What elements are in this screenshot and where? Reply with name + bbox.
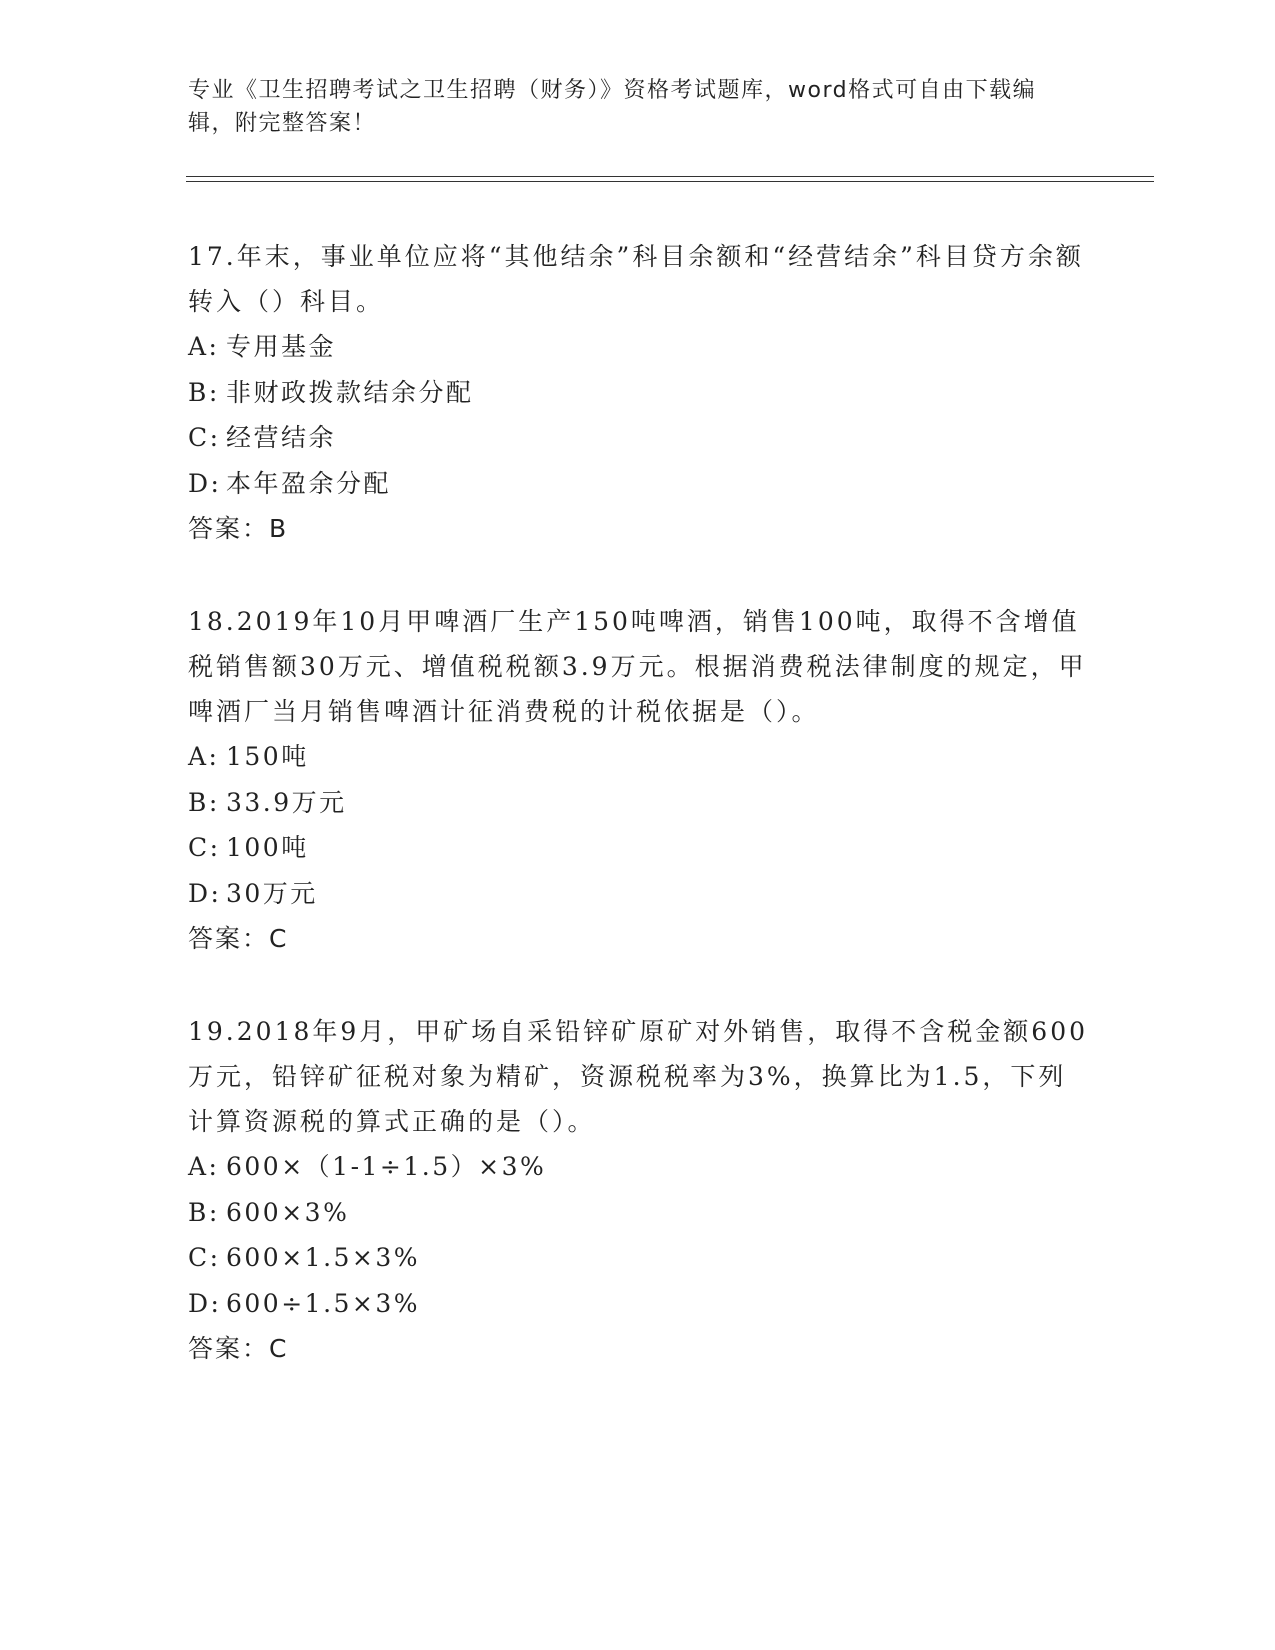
option-text: 600×（1-1÷1.5）×3% [226,1152,547,1181]
option-c [188,415,1088,461]
answer-line: 答案：B [188,514,289,543]
answer-line: 答案：C [188,924,289,953]
option-key: B: [188,787,220,817]
option-list [188,1144,1088,1326]
option-b [188,780,1088,826]
option-text: 150吨 [226,742,309,771]
option-key: C: [188,833,221,862]
option-key: D: [188,468,222,498]
option-a [188,324,1088,370]
question-19 [188,1009,1088,1372]
option-c [188,825,1088,871]
option-text: 33.9万元 [226,787,347,817]
question-17 [188,234,1088,552]
option-a [188,1144,1088,1190]
option-list [188,734,1088,916]
option-key: A: [188,1152,220,1181]
option-text: 100吨 [226,833,309,862]
option-text: 专用基金 [226,332,337,361]
question-stem: 18.2019年10月甲啤酒厂生产150吨啤酒，销售100吨，取得不含增值税销售额30万元、增值税税额3.9万元。根据消费税法律制度的规定，甲啤酒厂当月销售啤酒计征消费税的计税依据是（）。 [188,607,1087,726]
option-b [188,370,1088,416]
option-text: 600×3% [226,1197,350,1227]
question-stem: 19.2018年9月，甲矿场自采铅锌矿原矿对外销售，取得不含税金额600万元，铅锌矿征税对象为精矿，资源税税率为3%，换算比为1.5，下列计算资源税的算式正确的是（）。 [188,1017,1089,1136]
option-d [188,871,1088,917]
option-key: D: [188,878,222,908]
answer-line: 答案：C [188,1334,289,1363]
option-text: 经营结余 [226,423,337,452]
header-divider-bottom [186,181,1154,182]
option-key: B: [188,1197,220,1227]
option-key: A: [188,742,220,771]
option-key: A: [188,332,220,361]
option-d [188,461,1088,507]
option-key: C: [188,1243,221,1272]
option-text: 本年盈余分配 [226,468,392,498]
option-key: D: [188,1288,222,1318]
option-text: 非财政拨款结余分配 [226,377,474,407]
option-text: 30万元 [226,878,318,908]
header-divider-top [186,176,1154,177]
option-text: 600÷1.5×3% [226,1288,421,1318]
document-header: 专业《卫生招聘考试之卫生招聘（财务）》资格考试题库，word格式可自由下载编辑，附完整答案！ [188,78,1037,136]
question-18 [188,599,1088,962]
option-list [188,324,1088,506]
option-b [188,1190,1088,1236]
option-text: 600×1.5×3% [226,1243,421,1272]
question-stem: 17.年末，事业单位应将“其他结余”科目余额和“经营结余”科目贷方余额转入（）科目。 [188,242,1084,316]
option-c [188,1235,1088,1281]
option-a [188,734,1088,780]
option-key: C: [188,423,221,452]
option-key: B: [188,377,220,407]
option-d [188,1281,1088,1327]
